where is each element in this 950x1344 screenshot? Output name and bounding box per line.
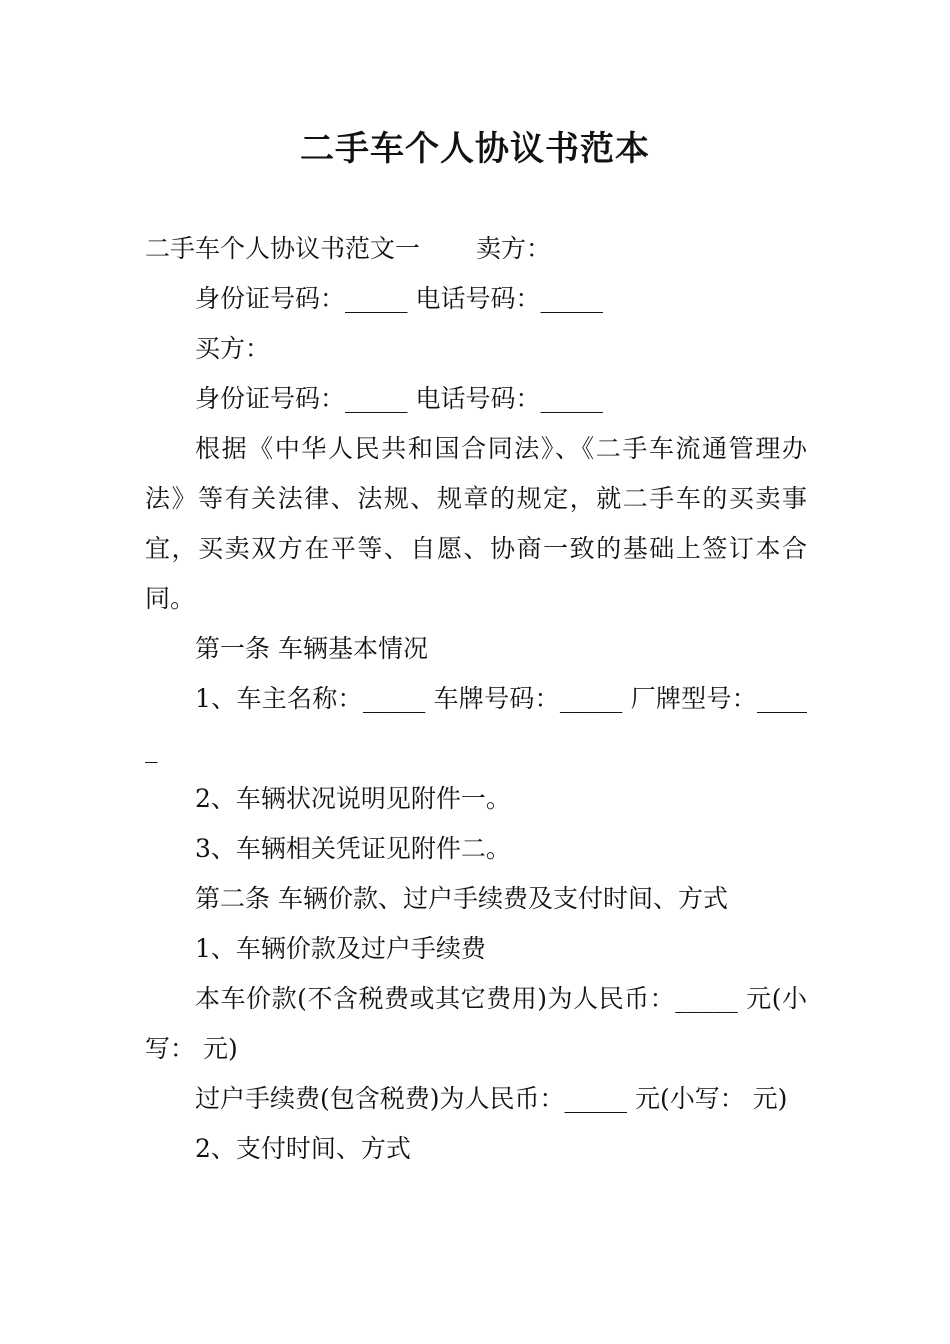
preamble-paragraph: 根据《中华人民共和国合同法》、《二手车流通管理办法》等有关法律、法规、规章的规定，就二手车的买卖事宜，买卖双方在平等、自愿、协商一致的基础上签订本合同。 [145,434,807,613]
transfer-fee-line: 过户手续费(包含税费)为人民币：_____ 元(小写： 元) [195,1084,788,1113]
article1-title: 第一条 车辆基本情况 [195,634,428,663]
article1-item1: 1、车主名称：_____ 车牌号码：_____ 厂牌型号：_____ [145,684,807,763]
buyer-label: 买方： [195,334,271,363]
article2-title: 第二条 车辆价款、过户手续费及支付时间、方式 [195,884,728,913]
seller-id-line: 身份证号码：_____ 电话号码：_____ [195,284,603,313]
article1-item3: 3、车辆相关凭证见附件二。 [195,834,511,863]
article2-item1: 1、车辆价款及过户手续费 [195,934,486,963]
intro-line [145,224,807,274]
document-title: 二手车个人协议书范本 [300,129,650,169]
article1-item2: 2、车辆状况说明见附件一。 [195,784,511,813]
buyer-id-line: 身份证号码：_____ 电话号码：_____ [195,384,603,413]
price-line: 本车价款(不含税费或其它费用)为人民币：_____ 元(小写： 元) [145,984,807,1063]
article2-item2: 2、支付时间、方式 [195,1134,411,1163]
document-body [145,224,807,1174]
intro-heading: 二手车个人协议书范文一 [145,234,421,263]
seller-label: 卖方： [476,234,552,263]
